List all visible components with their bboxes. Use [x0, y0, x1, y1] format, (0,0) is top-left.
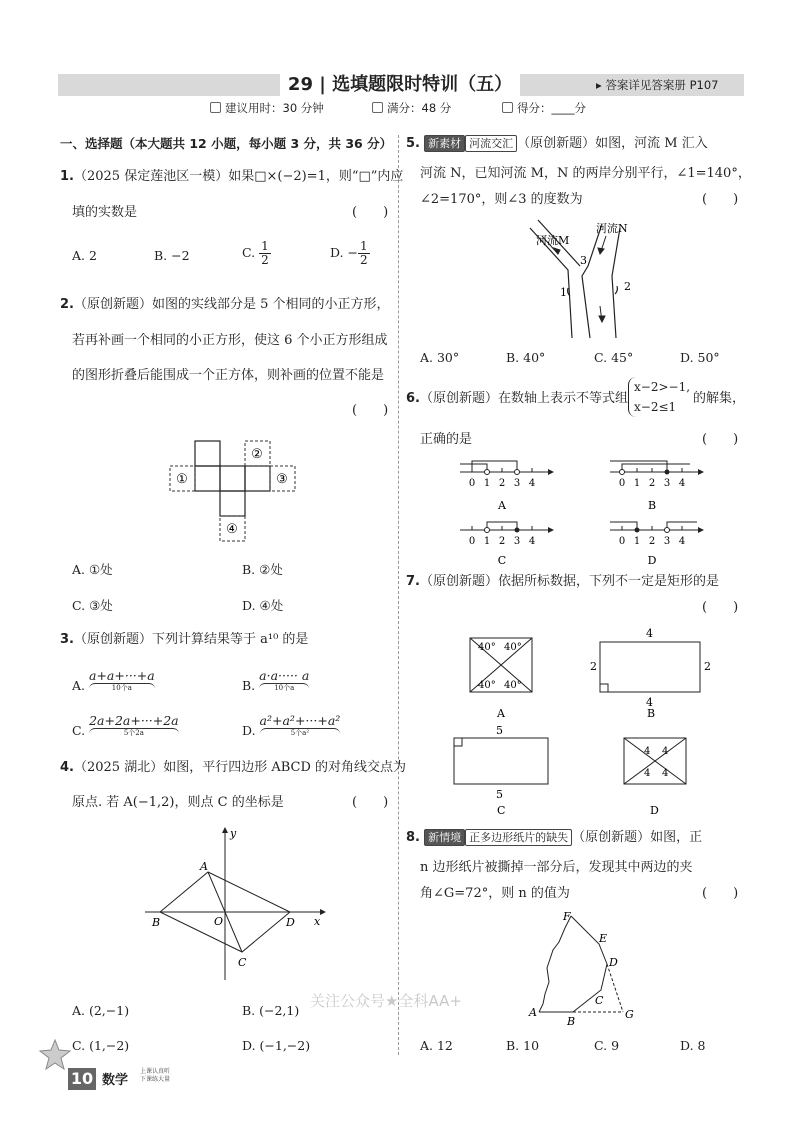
q8-option-c: C. 9 [594, 1038, 620, 1053]
q5-option-c: C. 45° [594, 350, 634, 365]
svg-text:3: 3 [663, 478, 671, 489]
angle-1-label: 1 [560, 286, 567, 299]
number-line-a [460, 461, 554, 475]
river-n-label: 河流N [596, 222, 628, 235]
q2-line1: 2.（原创新题）如图的实线部分是 5 个相同的小正方形， [60, 297, 390, 312]
suggest-time: 建议用时：30 分钟 [210, 100, 324, 116]
q2-line3: 的图形折叠后能围成一个正方体，则补画的位置不能是 [72, 368, 385, 383]
watermark: 关注公众号★全科AA+ [310, 992, 462, 1010]
svg-text:40°: 40° [504, 680, 522, 691]
q5-line2: 河流 N，已知河流 M，N 的两岸分别平行，∠1=140°， [420, 166, 751, 181]
svg-text:4: 4 [528, 536, 536, 547]
river-m-label: 河流M [536, 234, 570, 247]
point-f-label: F [563, 910, 571, 923]
q8-option-d: D. 8 [680, 1038, 706, 1053]
point-a-label: A [529, 1006, 537, 1019]
full-score: 满分：48 分 [372, 100, 451, 116]
q8-line1: 8. 新情境 正多边形纸片的缺失 （原创新题）如图，正 [406, 830, 703, 845]
cube-net-figure [165, 437, 300, 542]
q4-line1: 4.（2025 湖北）如图，平行四边形 ABCD 的对角线交点为 [60, 760, 407, 775]
q1-option-b: B. −2 [154, 248, 190, 263]
shape-d [624, 738, 686, 784]
score-field: 得分：____分 [502, 100, 586, 116]
label-d: D [647, 554, 657, 567]
parallelogram-figure [140, 825, 340, 985]
svg-text:3: 3 [663, 536, 671, 547]
page-title: 29 | 选填题限时特训（五） [280, 72, 520, 98]
svg-text:1: 1 [483, 478, 491, 489]
pen-icon [502, 102, 513, 113]
q7-line: 7.（原创新题）依据所标数据，下列不一定是矩形的是 [406, 574, 719, 589]
svg-text:0: 0 [468, 536, 476, 547]
label-c: C [497, 554, 507, 567]
q7-label-b: B [647, 707, 656, 720]
label-b: B [647, 499, 657, 512]
svg-text:4: 4 [644, 746, 651, 757]
svg-text:40°: 40° [504, 642, 522, 653]
svg-text:4: 4 [646, 627, 653, 640]
subject-label: 数学 [102, 1073, 129, 1088]
q6-line2: 正确的是 [420, 432, 473, 447]
svg-text:2: 2 [590, 660, 597, 673]
q2-option-b: B. ②处 [242, 562, 283, 577]
q3-option-a: A. a+a+···+a 10个a [72, 668, 155, 693]
q7-answer-paren: ( ) [702, 600, 739, 615]
svg-text:1: 1 [633, 536, 641, 547]
q6-inequality-system: x−2>−1, x−2≤1 [628, 377, 690, 417]
svg-text:5: 5 [496, 724, 503, 737]
q1-option-d: D. − $\frac{1}{2}$ [330, 239, 368, 267]
tick-labels [469, 478, 685, 547]
point-e-label: E [599, 932, 608, 945]
number-line-c [460, 522, 554, 533]
svg-text:2: 2 [648, 478, 656, 489]
column-divider [398, 135, 399, 1055]
q4-option-d: D. (−1,−2) [242, 1038, 311, 1053]
q6-line1-end: 的解集， [693, 391, 746, 406]
position-2-label: ② [251, 447, 263, 462]
svg-text:1: 1 [483, 536, 491, 547]
q4-answer-paren: ( ) [352, 795, 389, 810]
svg-text:4: 4 [662, 746, 669, 757]
svg-text:4: 4 [646, 696, 653, 709]
point-o-label: O [214, 915, 224, 928]
svg-text:0: 0 [468, 478, 476, 489]
svg-text:2: 2 [498, 478, 506, 489]
q4-option-c: C. (1,−2) [72, 1038, 130, 1053]
q4-option-a: A. (2,−1) [72, 1003, 130, 1018]
q8-line2: n 边形纸片被撕掉一部分后，发现其中两边的夹 [420, 860, 693, 875]
point-b-label: B [152, 916, 161, 929]
y-axis-label: y [230, 827, 237, 840]
q2-line2: 若再补画一个相同的小正方形，使这 6 个小正方形组成 [72, 333, 388, 348]
angle-2-label: 2 [624, 280, 631, 293]
number-line-b [610, 461, 704, 475]
q5-line3: ∠2=170°，则∠3 的度数为 [420, 192, 583, 207]
q2-answer-paren: ( ) [352, 403, 389, 418]
rectangle-options-figure [440, 626, 740, 822]
section-heading: 一、选择题（本大题共 12 小题，每小题 3 分，共 36 分） [60, 136, 393, 151]
point-b-label: B [567, 1015, 576, 1028]
q5-option-a: A. 30° [420, 350, 460, 365]
svg-text:4: 4 [528, 478, 536, 489]
angle-3-label: 3 [580, 254, 587, 267]
q1-option-c: C. $\frac{1}{2}$ [242, 239, 269, 267]
q7-label-d: D [650, 804, 659, 817]
svg-text:3: 3 [513, 536, 521, 547]
q3-option-b: B. a·a····· a 10个a [242, 668, 310, 693]
clock-icon [210, 102, 221, 113]
svg-text:2: 2 [648, 536, 656, 547]
q8-option-a: A. 12 [420, 1038, 453, 1053]
q8-tag-new-context: 新情境 [424, 829, 465, 846]
q8-option-b: B. 10 [506, 1038, 540, 1053]
svg-text:0: 0 [618, 478, 626, 489]
point-c-label: C [595, 994, 604, 1007]
svg-text:4: 4 [678, 478, 686, 489]
q3-option-c: C. 2a+2a+···+2a 5个2a [72, 713, 179, 738]
star-badge-icon [38, 1038, 72, 1072]
q8-line3: 角∠G=72°，则 n 的值为 [420, 886, 570, 901]
point-c-label: C [238, 956, 247, 969]
svg-text:40°: 40° [478, 680, 496, 691]
shape-c [454, 738, 548, 784]
q7-label-c: C [497, 804, 506, 817]
x-axis-label: x [314, 915, 321, 928]
q5-option-b: B. 40° [506, 350, 546, 365]
q5-tag-topic: 河流交汇 [465, 135, 517, 152]
position-4-label: ④ [226, 522, 238, 537]
q8-tag-topic: 正多边形纸片的缺失 [465, 829, 572, 846]
q7-label-a: A [497, 707, 505, 720]
label-a: A [498, 499, 506, 512]
q2-option-a: A. ①处 [72, 562, 113, 577]
number-line-d [610, 522, 704, 533]
svg-text:5: 5 [496, 788, 503, 801]
score-icon [372, 102, 383, 113]
svg-text:4: 4 [662, 768, 669, 779]
svg-text:4: 4 [678, 536, 686, 547]
q1-line2: 填的实数是 [72, 205, 138, 220]
svg-text:0: 0 [618, 536, 626, 547]
q8-answer-paren: ( ) [702, 886, 739, 901]
q5-answer-paren: ( ) [702, 192, 739, 207]
footer-slogan: 上课认真听 下课练大量 [140, 1068, 171, 1083]
svg-text:2: 2 [498, 536, 506, 547]
point-d-label: D [609, 956, 618, 969]
river-figure [520, 218, 660, 343]
svg-text:3: 3 [513, 478, 521, 489]
q1-line1: 1.（2025 保定莲池区一模）如果□×(−2)=1，则“□”内应 [60, 169, 404, 184]
position-1-label: ① [176, 472, 188, 487]
q6-line1: 6.（原创新题）在数轴上表示不等式组 [406, 391, 628, 406]
number-line-figure [455, 458, 755, 570]
position-3-label: ③ [276, 472, 288, 487]
point-a-label: A [200, 860, 208, 873]
point-g-label: G [625, 1008, 634, 1021]
shape-b [600, 642, 700, 692]
svg-text:4: 4 [644, 768, 651, 779]
q1-option-a: A. 2 [72, 248, 97, 263]
q6-answer-paren: ( ) [702, 432, 739, 447]
q2-option-d: D. ④处 [242, 598, 284, 613]
point-d-label: D [286, 916, 295, 929]
q2-option-c: C. ③处 [72, 598, 113, 613]
svg-text:40°: 40° [478, 642, 496, 653]
q1-answer-paren: ( ) [352, 205, 389, 220]
svg-text:1: 1 [633, 478, 641, 489]
q3-line: 3.（原创新题）下列计算结果等于 a¹⁰ 的是 [60, 632, 309, 647]
answer-reference: ▸ 答案详见答案册 P107 [596, 78, 719, 92]
q4-line2: 原点. 若 A(−1,2)，则点 C 的坐标是 [72, 795, 284, 810]
q5-option-d: D. 50° [680, 350, 720, 365]
q4-option-b: B. (−2,1) [242, 1003, 300, 1018]
page-number: 10 [68, 1068, 96, 1090]
q5-line1: 5. 新素材 河流交汇 （原创新题）如图，河流 M 汇入 [406, 136, 708, 151]
q5-tag-new-material: 新素材 [424, 135, 465, 152]
polygon-figure [525, 908, 640, 1028]
svg-text:2: 2 [704, 660, 711, 673]
q3-option-d: D. a²+a²+···+a² 5个a² [242, 713, 341, 738]
